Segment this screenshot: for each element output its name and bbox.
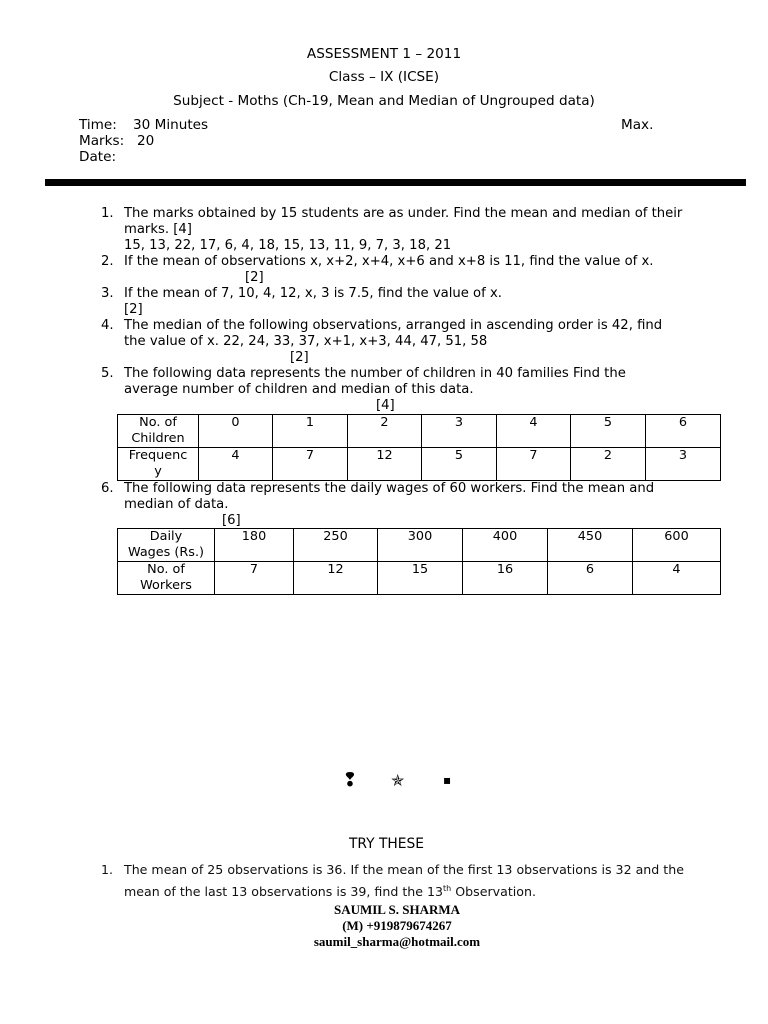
subject-line: Subject - Moths (Ch-19, Mean and Median of Ungrouped data): [173, 93, 595, 109]
table-cell: 15: [378, 562, 463, 595]
question-3-text: If the mean of 7, 10, 4, 12, x, 3 is 7.5, find the value of x.: [124, 286, 502, 301]
table-cell: 12: [348, 448, 422, 481]
question-6-text-cont: median of data.: [124, 497, 229, 512]
table-row: [118, 448, 721, 481]
question-2-marks: [2]: [245, 270, 264, 285]
question-5-text-cont: average number of children and median of this data.: [124, 382, 474, 397]
table-cell: 0: [199, 415, 273, 448]
row-header: Frequenc y: [118, 448, 199, 481]
table-cell: 7: [497, 448, 571, 481]
table-cell: 180: [215, 529, 294, 562]
row-header: No. of Workers: [118, 562, 215, 595]
question-3-marks: [2]: [124, 302, 143, 317]
date-label: Date:: [79, 149, 117, 165]
question-1-data: 15, 13, 22, 17, 6, 4, 18, 15, 13, 11, 9, 7, 3, 18, 21: [124, 238, 452, 253]
question-number: 1.: [101, 862, 114, 877]
question-2-text: If the mean of observations x, x+2, x+4, x+6 and x+8 is 11, find the value of x.: [124, 254, 654, 269]
table-cell: 6: [548, 562, 633, 595]
table-cell: 7: [215, 562, 294, 595]
daily-wages-table: [117, 528, 721, 595]
row-header: No. of Children: [118, 415, 199, 448]
table-row: [118, 562, 721, 595]
table-cell: 4: [497, 415, 571, 448]
table-row: [118, 529, 721, 562]
header-divider: [45, 179, 746, 186]
question-number: 4.: [101, 318, 114, 333]
table-cell: 2: [348, 415, 422, 448]
author-phone: (M) +919879674267: [342, 918, 452, 933]
author-email: saumil_sharma@hotmail.com: [313, 934, 481, 949]
table-cell: 300: [378, 529, 463, 562]
table-cell: 5: [422, 448, 497, 481]
question-4-text: The median of the following observations, arranged in ascending order is 42, find: [124, 318, 663, 333]
table-cell: 1: [273, 415, 348, 448]
star-ornament-icon: ✯: [391, 771, 405, 790]
question-6-text: The following data represents the daily wages of 60 workers. Find the mean and: [124, 481, 655, 496]
children-frequency-table: [117, 414, 721, 481]
table-cell: 600: [633, 529, 721, 562]
question-number: 6.: [101, 481, 114, 496]
exclamation-ornament-icon: ❢: [342, 769, 358, 791]
table-cell: 250: [294, 529, 378, 562]
try-these-heading: TRY THESE: [349, 836, 424, 852]
table-cell: 4: [199, 448, 273, 481]
table-cell: 6: [646, 415, 721, 448]
table-row: [118, 415, 721, 448]
question-4-marks: [2]: [290, 350, 309, 365]
try-question-text-cont: mean of the last 13 observations is 39, find the 13th Observation.: [124, 884, 536, 900]
question-number: 2.: [101, 254, 114, 269]
table-cell: 12: [294, 562, 378, 595]
question-1-marks: marks. [4]: [124, 222, 192, 237]
table-cell: 3: [422, 415, 497, 448]
time-label: Time:: [79, 117, 117, 133]
table-cell: 16: [463, 562, 548, 595]
marks-label: Marks:: [79, 133, 125, 149]
question-number: 5.: [101, 366, 114, 381]
marks-value: 20: [137, 133, 155, 149]
question-1-text: The marks obtained by 15 students are as under. Find the mean and median of their: [124, 206, 683, 221]
square-ornament-icon: ▪: [443, 773, 452, 787]
question-number: 3.: [101, 286, 114, 301]
table-cell: 3: [646, 448, 721, 481]
time-value: 30 Minutes: [133, 117, 209, 133]
table-cell: 4: [633, 562, 721, 595]
table-cell: 450: [548, 529, 633, 562]
try-question-text: The mean of 25 observations is 36. If the mean of the first 13 observations is 32 and the: [124, 862, 684, 877]
author-name: SAUMIL S. SHARMA: [333, 902, 461, 917]
assessment-title: ASSESSMENT 1 – 2011: [306, 46, 462, 62]
question-6-marks: [6]: [222, 513, 241, 528]
table-cell: 5: [571, 415, 646, 448]
max-label: Max.: [621, 117, 654, 133]
table-cell: 2: [571, 448, 646, 481]
question-number: 1.: [101, 206, 114, 221]
table-cell: 400: [463, 529, 548, 562]
question-5-marks: [4]: [376, 398, 395, 413]
question-4-text-cont: the value of x. 22, 24, 33, 37, x+1, x+3, 44, 47, 51, 58: [124, 334, 488, 349]
table-cell: 7: [273, 448, 348, 481]
class-line: Class – IX (ICSE): [328, 69, 440, 85]
row-header: Daily Wages (Rs.): [118, 529, 215, 562]
question-5-text: The following data represents the number of children in 40 families Find the: [124, 366, 626, 381]
